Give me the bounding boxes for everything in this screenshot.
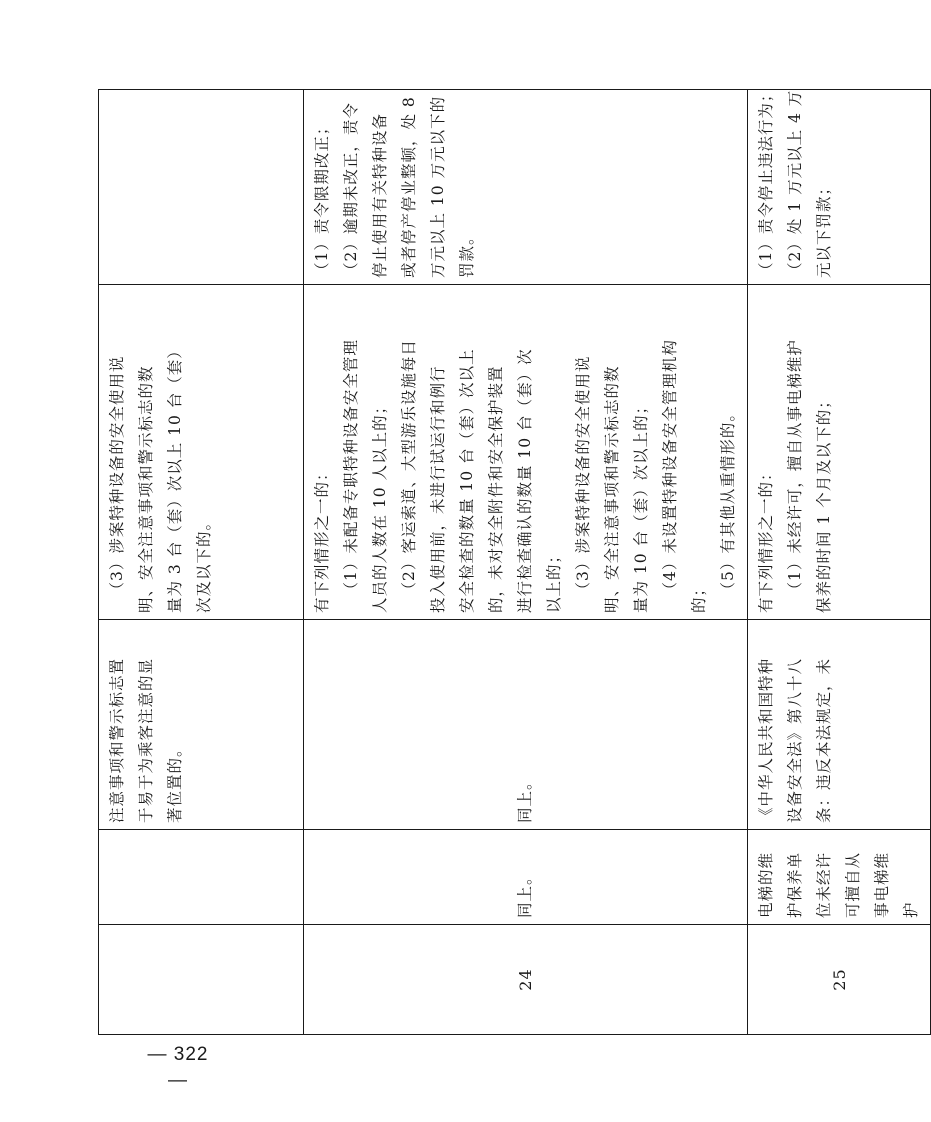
row-number-cell: 24 bbox=[304, 925, 748, 1035]
basis-line: 条：违反本法规定，未 bbox=[815, 657, 833, 823]
basis-line: 著位置的。 bbox=[166, 740, 184, 823]
row-number-cell bbox=[99, 925, 304, 1035]
penalty-line: （1）责令停止违法行为； bbox=[757, 85, 775, 278]
penalty-line: （1）责令限期改正； bbox=[313, 118, 331, 278]
basis-line: 《中华人民共和国特种 bbox=[757, 657, 775, 823]
circumstance-line: 安全检查的数量 10 台（套）次以上 bbox=[458, 348, 476, 613]
penalty-line: （2）处 1 万元以上 4 万 bbox=[786, 89, 804, 278]
circumstance-line: 有下列情形之一的： bbox=[313, 464, 331, 613]
circumstance-line: 人员的人数在 10 人以上的； bbox=[371, 397, 389, 613]
table-row bbox=[304, 90, 748, 1035]
circumstance-line: 有下列情形之一的： bbox=[757, 464, 775, 613]
item-cell: 电梯的维护保养单位未经许可擅自从事电梯维护 bbox=[748, 830, 931, 925]
circumstance-line: 保养的时间 1 个月及以下的； bbox=[815, 392, 833, 613]
penalty-cell bbox=[748, 85, 931, 285]
circumstance-line: （1）未配备专职特种设备安全管理 bbox=[342, 339, 360, 598]
circumstance-line: 次及以下的。 bbox=[195, 513, 213, 613]
page-number: — 322 — bbox=[147, 1044, 209, 1091]
circumstance-line: 以上的； bbox=[545, 546, 563, 613]
basis-cell bbox=[99, 620, 304, 830]
penalty-line: 罚款。 bbox=[458, 228, 476, 278]
circumstance-line: （2）客运索道、大型游乐设施每日 bbox=[400, 339, 418, 598]
circumstance-line: 量为 3 台（套）次以上 10 台（套） bbox=[166, 342, 184, 613]
basis-cell bbox=[748, 620, 931, 830]
table-row bbox=[99, 90, 304, 1035]
circumstance-line: 的，未对安全附件和安全保护装置 bbox=[487, 365, 505, 613]
circumstance-line: 投入使用前，未进行试运行和例行 bbox=[429, 365, 447, 613]
rotated-table-wrapper bbox=[98, 85, 920, 1035]
basis-line: 于易于为乘客注意的显 bbox=[137, 657, 155, 823]
basis-line: 同上。 bbox=[516, 773, 534, 823]
item-cell bbox=[99, 830, 304, 925]
penalty-line: 万元以上 10 万元以下的 bbox=[429, 95, 447, 278]
circumstances-cell bbox=[99, 285, 304, 620]
circumstance-line: （4）未设置特种设备安全管理机构 bbox=[661, 339, 679, 598]
circumstance-line: （3）涉案特种设备的安全使用说 bbox=[574, 355, 592, 598]
penalty-line: （2）逾期未改正，责令 bbox=[342, 102, 360, 278]
circumstances-cell bbox=[304, 285, 748, 620]
circumstance-line: （1）未经许可，擅自从事电梯维护 bbox=[786, 339, 804, 598]
row-number-cell: 25 bbox=[748, 925, 931, 1035]
penalty-cell bbox=[304, 90, 748, 285]
basis-line: 注意事项和警示标志置 bbox=[108, 657, 126, 823]
penalty-line: 元以下罚款； bbox=[815, 178, 833, 278]
circumstance-line: 的； bbox=[690, 579, 708, 613]
basis-line: 设备安全法》第八十八 bbox=[786, 657, 804, 823]
circumstance-line: 明、安全注意事项和警示标志的数 bbox=[137, 365, 155, 613]
penalty-standards-table bbox=[98, 85, 931, 1035]
penalty-line: 停止使用有关特种设备 bbox=[371, 112, 389, 278]
circumstances-cell bbox=[748, 285, 931, 620]
circumstance-line: 进行检查确认的数量 10 台（套）次 bbox=[516, 348, 534, 613]
basis-cell bbox=[304, 620, 748, 830]
circumstance-line: （5）有其他从重情形的。 bbox=[719, 405, 737, 598]
penalty-cell bbox=[99, 90, 304, 285]
item-cell: 同上。 bbox=[304, 830, 748, 925]
table-row bbox=[748, 90, 931, 1035]
circumstance-line: 明、安全注意事项和警示标志的数 bbox=[603, 365, 621, 613]
circumstance-line: （3）涉案特种设备的安全使用说 bbox=[108, 355, 126, 598]
penalty-line: 或者停产停业整顿，处 8 bbox=[400, 96, 418, 278]
circumstance-line: 量为 10 台（套）次以上的； bbox=[632, 397, 650, 613]
